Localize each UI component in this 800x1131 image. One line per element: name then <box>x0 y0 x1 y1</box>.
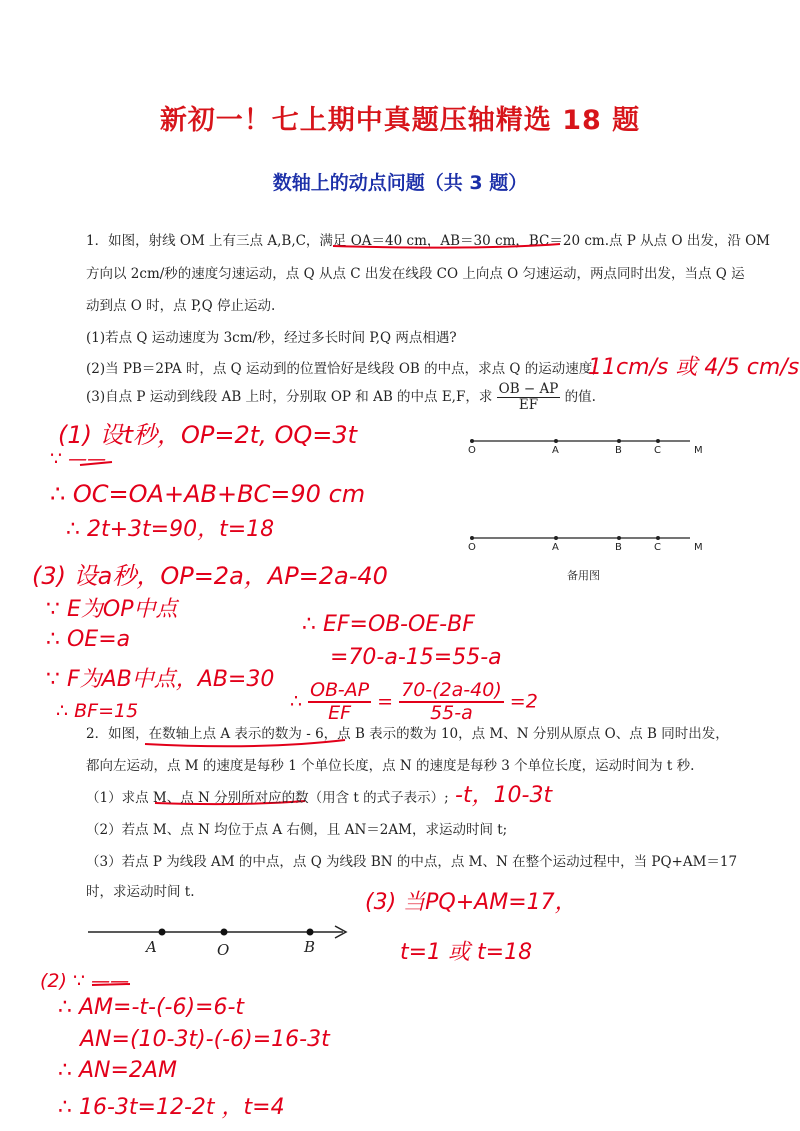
hw-p3-e: ∴ BF=15 <box>56 700 139 722</box>
hw-result: =2 <box>509 690 538 713</box>
fig3-label-B: B <box>304 938 316 956</box>
hw-fraction-1 <box>308 680 371 724</box>
problem1-q1: (1)若点 Q 运动速度为 3cm/秒，经过多长时间 P,Q 两点相遇? <box>86 330 457 346</box>
fig2-label-A: A <box>552 542 559 553</box>
hw-p1-b: ∵ —— <box>50 448 107 470</box>
hw-p3-a: (3) 设a秒，OP=2a，AP=2a-40 <box>32 562 388 590</box>
problem1-line3: 动到点 O 时，点 P,Q 停止运动. <box>86 298 276 314</box>
fig2-label-O: O <box>468 542 476 553</box>
figure-caption: 备用图 <box>567 569 600 582</box>
hw-fraction-2 <box>399 680 504 724</box>
problem2-q3b: 时，求运动时间 t. <box>86 884 195 900</box>
fig1-label-O: O <box>468 445 476 456</box>
hw-fraction-2-den: 55-a <box>430 701 473 724</box>
fig2-label-C: C <box>654 542 661 553</box>
hw-p3-b: ∵ E为OP中点 <box>46 597 178 622</box>
problem2-q1: （1）求点 M、点 N 分别所对应的数（用含 t 的式子表示）; <box>86 790 449 806</box>
hw-p2-q2-e: ∴ 16-3t=12-2t ，t=4 <box>58 1095 285 1120</box>
hw-p2-q1-answer: -t，10-3t <box>455 783 553 808</box>
problem2-q2: （2）若点 M、点 N 均位于点 A 右侧，且 AN＝2AM，求运动时间 t; <box>86 822 508 838</box>
hw-p2-q2-c: AN=(10-3t)-(-6)=16-3t <box>80 1027 330 1052</box>
hw-therefore: ∴ <box>290 690 303 713</box>
problem1-q2: (2)当 PB＝2PA 时，点 Q 运动到的位置恰好是线段 OB 的中点，求点 Q 的运动速度; <box>86 361 597 377</box>
fig3-label-O: O <box>217 941 230 959</box>
fig1-label-M: M <box>694 445 703 456</box>
problem1-q3-pre: (3)自点 P 运动到线段 AB 上时，分别取 OP 和 AB 的中点 E,F，求 <box>86 388 493 405</box>
fraction-numerator: OB − AP <box>498 381 559 397</box>
problem1-line1: 1．如图，射线 OM 上有三点 A,B,C，满足 OA＝40 cm，AB＝30 cm，BC＝20 cm.点 P 从点 O 出发，沿 OM <box>86 233 770 249</box>
fig1-label-C: C <box>654 445 661 456</box>
hw-p3-g: =70-a-15=55-a <box>330 645 502 670</box>
hw-p3-c: ∴ OE=a <box>46 627 131 652</box>
hw-equals: = <box>377 690 394 713</box>
problem1-q3-post: 的值. <box>564 388 596 405</box>
hw-p1-d: ∴ 2t+3t=90，t=18 <box>66 517 275 542</box>
fig2-label-M: M <box>694 542 703 553</box>
hw-p1-a: (1) 设t秒，OP=2t, OQ=3t <box>58 421 358 449</box>
fig1-label-B: B <box>615 445 622 456</box>
fraction-denominator: EF <box>518 396 539 413</box>
section-subtitle: 数轴上的动点问题（共 3 题） <box>272 172 528 194</box>
hw-q2-answer: 11cm/s 或 4/5 cm/s <box>588 355 800 380</box>
hw-p2-q2-a: (2) ∵ —— <box>40 970 130 992</box>
fig3-label-A: A <box>146 938 157 956</box>
problem2-q3: （3）若点 P 为线段 AM 的中点，点 Q 为线段 BN 的中点，点 M、N 在整个运动过程中，当 PQ+AM＝17 <box>86 854 738 870</box>
hw-fraction-1-num: OB-AP <box>310 679 370 701</box>
hw-p3-f: ∴ EF=OB-OE-BF <box>302 612 475 637</box>
problem2-line2: 都向左运动，点 M 的速度是每秒 1 个单位长度，点 N 的速度是每秒 3 个单位长度，运动时间为 t 秒. <box>86 758 695 774</box>
hw-p2-q3-b: t=1 或 t=18 <box>400 940 533 965</box>
fig1-label-A: A <box>552 445 559 456</box>
hw-p2-q3-a: (3) 当PQ+AM=17， <box>365 890 577 915</box>
hw-p2-q2-d: ∴ AN=2AM <box>58 1058 177 1083</box>
hw-p3-d: ∵ F为AB中点，AB=30 <box>46 667 275 692</box>
hw-fraction-2-num: 70-(2a-40) <box>401 679 502 701</box>
hw-p1-c: ∴ OC=OA+AB+BC=90 cm <box>50 480 366 508</box>
hw-p3-h <box>290 680 538 724</box>
page-title: 新初一！七上期中真题压轴精选 18 题 <box>159 105 641 136</box>
hw-fraction-1-den: EF <box>328 701 352 724</box>
problem2-line1: 2．如图，在数轴上点 A 表示的数为 - 6，点 B 表示的数为 10，点 M、N 分别从原点 O、点 B 同时出发， <box>86 726 729 742</box>
fig2-label-B: B <box>615 542 622 553</box>
problem1-line2: 方向以 2cm/秒的速度匀速运动，点 Q 从点 C 出发在线段 CO 上向点 O 匀速运动，两点同时出发，当点 Q 运 <box>86 266 745 282</box>
hw-p2-q2-b: ∴ AM=-t-(-6)=6-t <box>58 995 245 1020</box>
